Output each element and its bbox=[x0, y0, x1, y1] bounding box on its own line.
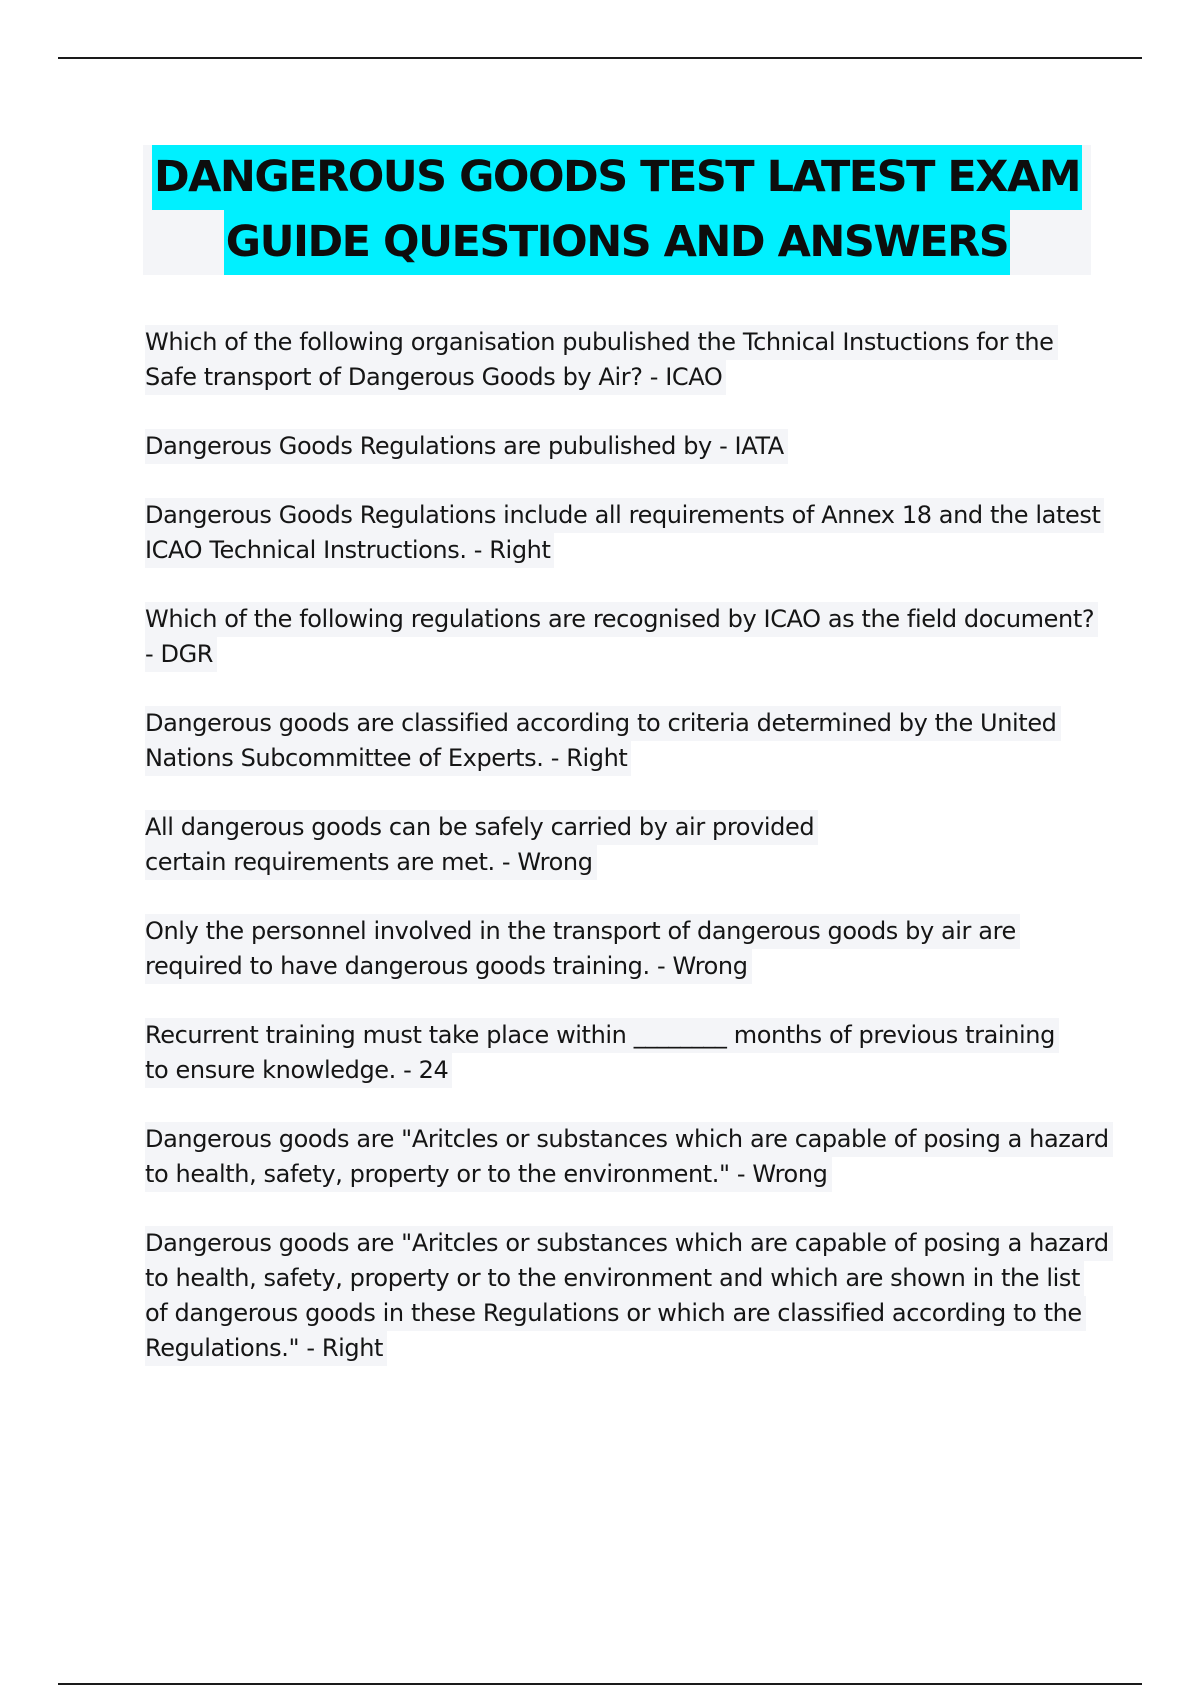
title-line-2: GUIDE QUESTIONS AND ANSWERS bbox=[224, 210, 1010, 275]
qa-item bbox=[145, 602, 1095, 672]
qa-item bbox=[145, 1122, 1109, 1192]
qa-text-line: Dangerous goods are "Aritcles or substances which are capable of posing a hazard bbox=[145, 1122, 1113, 1157]
qa-text-line: Recurrent training must take place within ________ months of previous training bbox=[145, 1018, 1059, 1053]
top-divider bbox=[58, 57, 1142, 59]
qa-text-line: to health, safety, property or to the environment and which are shown in the list bbox=[145, 1261, 1084, 1296]
qa-text-line: required to have dangerous goods training. - Wrong bbox=[145, 949, 752, 984]
qa-text-line: Nations Subcommittee of Experts. - Right bbox=[145, 741, 631, 776]
qa-text-line: Only the personnel involved in the transport of dangerous goods by air are bbox=[145, 914, 1020, 949]
qa-text-line: Regulations." - Right bbox=[145, 1331, 387, 1366]
qa-text-line: Dangerous goods are classified according to criteria determined by the United bbox=[145, 706, 1061, 741]
qa-item bbox=[145, 498, 1101, 568]
qa-text-line: of dangerous goods in these Regulations or which are classified according to the bbox=[145, 1296, 1086, 1331]
qa-list bbox=[145, 325, 1109, 1400]
qa-text-line: - DGR bbox=[145, 637, 217, 672]
document-title bbox=[143, 145, 1091, 275]
qa-item bbox=[145, 429, 1095, 464]
qa-item bbox=[145, 1226, 1109, 1366]
qa-text-line: Which of the following organisation pubulished the Tchnical Instuctions for the bbox=[145, 325, 1058, 360]
qa-text-line: Dangerous Goods Regulations include all requirements of Annex 18 and the latest bbox=[145, 498, 1104, 533]
qa-item bbox=[145, 1018, 1095, 1088]
qa-text-line: All dangerous goods can be safely carried by air provided bbox=[145, 810, 818, 845]
qa-text-line: ICAO Technical Instructions. - Right bbox=[145, 533, 554, 568]
qa-text-line: Safe transport of Dangerous Goods by Air? - ICAO bbox=[145, 360, 726, 395]
bottom-divider bbox=[58, 1683, 1142, 1685]
qa-item bbox=[145, 706, 1095, 776]
qa-text-line: Dangerous Goods Regulations are pubulished by - IATA bbox=[145, 429, 788, 464]
qa-text-line: Which of the following regulations are recognised by ICAO as the field document? bbox=[145, 602, 1098, 637]
qa-item bbox=[145, 810, 1095, 880]
qa-text-line: to ensure knowledge. - 24 bbox=[145, 1053, 452, 1088]
qa-item bbox=[145, 914, 1095, 984]
qa-text-line: certain requirements are met. - Wrong bbox=[145, 845, 597, 880]
qa-text-line: Dangerous goods are "Aritcles or substances which are capable of posing a hazard bbox=[145, 1226, 1113, 1261]
qa-item bbox=[145, 325, 1095, 395]
title-line-1: DANGEROUS GOODS TEST LATEST EXAM bbox=[152, 145, 1082, 210]
qa-text-line: to health, safety, property or to the environment." - Wrong bbox=[145, 1157, 832, 1192]
